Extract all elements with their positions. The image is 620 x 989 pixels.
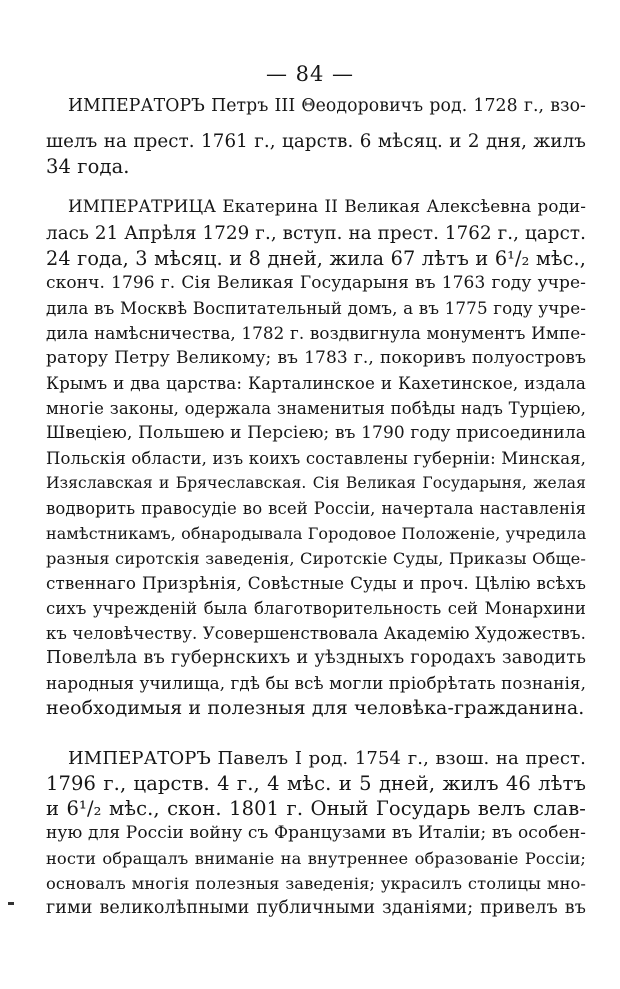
text-line: ности обращалъ вниманіе на внутреннее образованіе Россіи; xyxy=(46,849,586,868)
text-line: ственнаго Призрѣнія, Совѣстные Суды и проч. Цѣлію всѣхъ xyxy=(46,573,586,593)
text-line: Швеціею, Польшею и Персіею; въ 1790 году присоединила xyxy=(46,423,586,443)
text-line: сконч. 1796 г. Сія Великая Государыня въ 1763 году учре- xyxy=(46,273,586,293)
text-line: многіе законы, одержала знаменитыя побѣды надъ Турціею, xyxy=(46,399,586,418)
text-line: водворить правосудіе во всей Россіи, начертала наставленія xyxy=(46,499,586,518)
text-line: ИМПЕРАТРИЦА Екатерина II Великая Алексѣевна роди- xyxy=(68,196,586,216)
text-line: ную для Россіи войну съ Французами въ Италіи; въ особен- xyxy=(46,823,586,843)
text-line: и 6¹/₂ мѣс., скон. 1801 г. Оный Государь велъ слав- xyxy=(46,797,586,820)
text-line: сихъ учрежденій была благотворительность сей Монархини xyxy=(46,599,586,618)
text-line: шелъ на прест. 1761 г., царств. 6 мѣсяц. и 2 дня, жилъ xyxy=(46,131,586,152)
text-line: дила намѣсничества, 1782 г. воздвигнула монументъ Импе- xyxy=(46,323,586,343)
text-line: гими великолѣпными публичными зданіями; привелъ въ xyxy=(46,898,586,918)
text-line: Крымъ и два царства: Карталинское и Кахетинское, издала xyxy=(46,373,586,393)
text-line: разныя сиротскія заведенія, Сиротскіе Суды, Приказы Обще- xyxy=(46,549,586,568)
text-line: Изяславская и Брячеславская. Сія Великая Государыня, желая xyxy=(46,474,586,492)
text-line: ратору Петру Великому; въ 1783 г., покоривъ полуостровъ xyxy=(46,348,586,368)
text-line: основалъ многія полезныя заведенія; украсилъ столицы мно- xyxy=(46,874,586,893)
text-line: 34 года. xyxy=(46,155,130,178)
text-line: лась 21 Апрѣля 1729 г., вступ. на прест. 1762 г., царст. xyxy=(46,223,586,244)
text-line: намѣстникамъ, обнародывала Городовое Положеніе, учредила xyxy=(46,524,587,543)
margin-ink-mark xyxy=(8,902,14,905)
text-line: ИМПЕРАТОРЪ Павелъ I род. 1754 г., взош. на прест. xyxy=(68,748,586,769)
text-line: 1796 г., царств. 4 г., 4 мѣс. и 5 дней, жилъ 46 лѣтъ xyxy=(46,772,586,795)
text-line: Повелѣла въ губернскихъ и уѣздныхъ городахъ заводить xyxy=(46,648,586,668)
text-line: народныя училища, гдѣ бы всѣ могли пріобрѣтать познанія, xyxy=(46,673,587,693)
text-line: дила въ Москвѣ Воспитательный домъ, а въ 1775 году учре- xyxy=(46,298,586,318)
page-number: — 84 — xyxy=(265,62,355,86)
text-line: необходимыя и полезныя для человѣка-гражданина. xyxy=(46,697,585,719)
text-line: къ человѣчеству. Усовершенствовала Академію Художествъ. xyxy=(46,624,586,643)
text-line: 24 года, 3 мѣсяц. и 8 дней, жила 67 лѣтъ и 6¹/₂ мѣс., xyxy=(46,247,586,270)
text-line: ИМПЕРАТОРЪ Петръ III Θеодоровичъ род. 1728 г., взо- xyxy=(68,96,586,116)
text-line: Польскія области, изъ коихъ составлены губерніи: Минская, xyxy=(46,449,586,468)
